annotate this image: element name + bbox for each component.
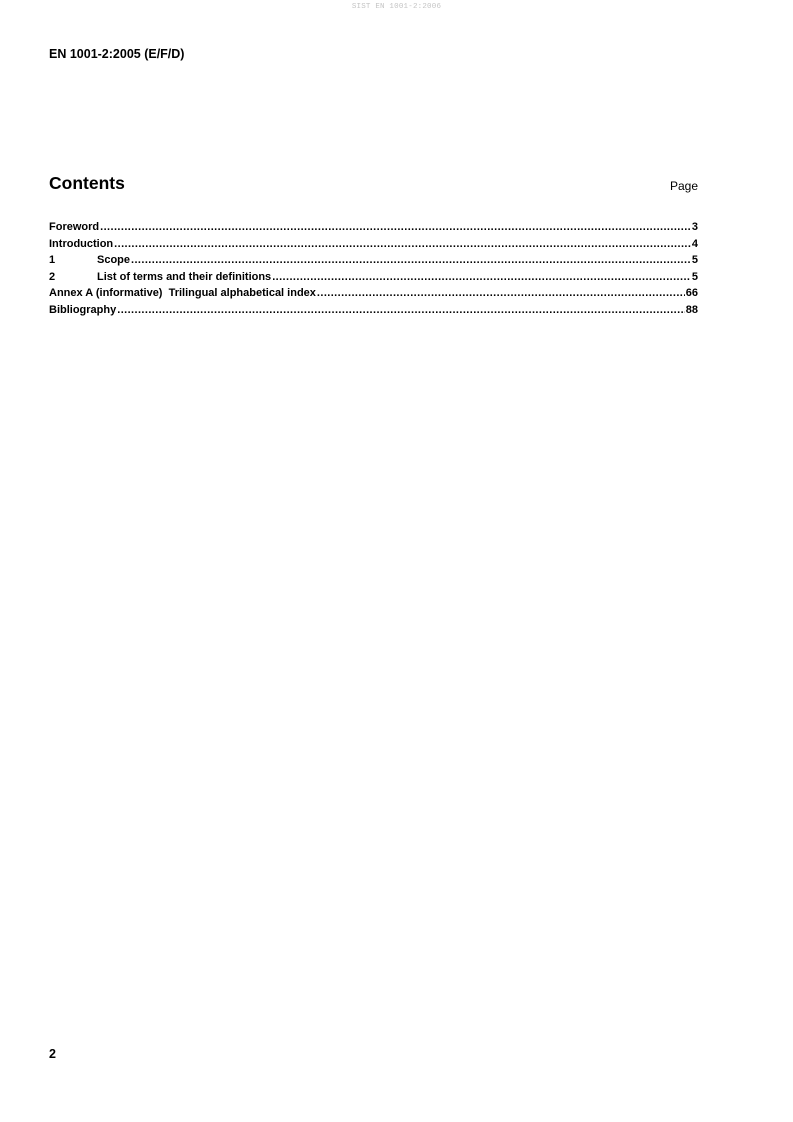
toc-entry-title: Introduction — [49, 237, 114, 250]
toc-entry-title: Foreword — [49, 221, 100, 233]
toc-entry-page: 3 — [691, 221, 698, 233]
toc-entry-title: List of terms and their definitions — [97, 270, 272, 283]
toc-entry-page: 5 — [691, 254, 698, 266]
watermark: SIST EN 1001-2:2006 — [351, 3, 442, 11]
toc-entry-bibliography[interactable] — [49, 304, 698, 321]
toc-entry-page: 88 — [685, 303, 698, 316]
toc-entry-scope[interactable] — [49, 254, 698, 271]
page-number: 2 — [49, 1047, 56, 1061]
toc-entry-title: Annex A (informative) Trilingual alphabetical index — [49, 287, 316, 299]
page-column-label: Page — [669, 179, 698, 193]
dot-leader — [272, 271, 691, 283]
toc-entry-foreword[interactable] — [49, 221, 698, 238]
toc-entry-page: 4 — [691, 237, 698, 250]
toc-entry-terms-definitions[interactable] — [49, 271, 698, 288]
toc-entry-page: 5 — [691, 270, 698, 283]
dot-leader — [131, 254, 691, 266]
toc-entry-introduction[interactable] — [49, 238, 698, 255]
document-id: EN 1001-2:2005 (E/F/D) — [49, 47, 185, 61]
contents-heading: Contents — [49, 173, 125, 193]
dot-leader — [317, 287, 685, 299]
toc-entry-annex-a[interactable] — [49, 287, 698, 304]
dot-leader — [100, 221, 691, 233]
toc-entry-title: Bibliography — [49, 303, 117, 316]
table-of-contents — [49, 221, 698, 320]
dot-leader — [114, 238, 691, 250]
toc-entry-page: 66 — [685, 287, 698, 299]
toc-entry-number: 1 — [49, 254, 56, 266]
dot-leader — [117, 304, 685, 316]
toc-entry-number: 2 — [49, 270, 56, 283]
toc-entry-title: Scope — [97, 254, 131, 266]
